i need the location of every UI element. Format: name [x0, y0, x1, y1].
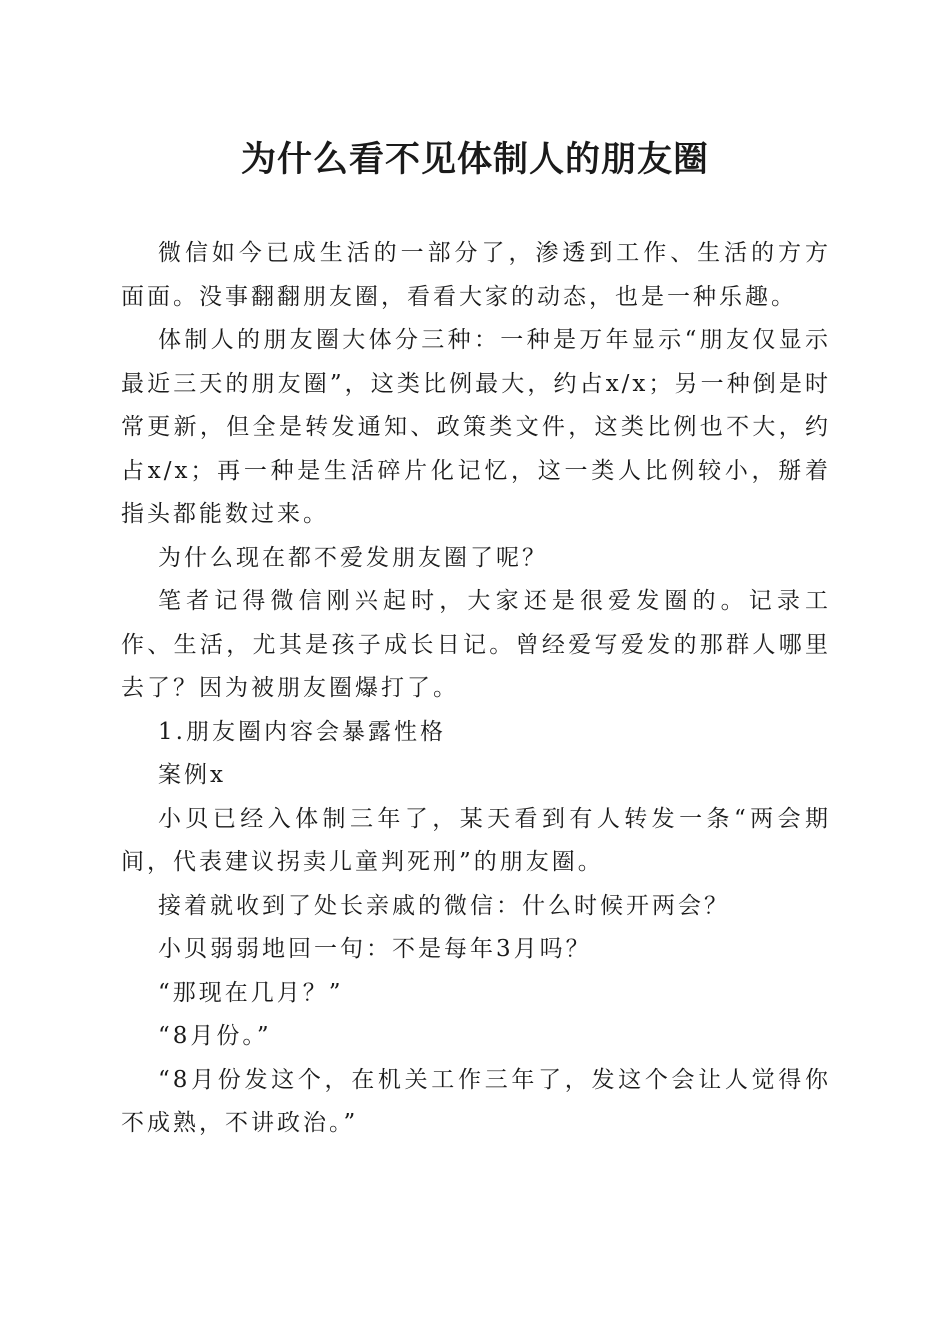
- dialogue-line-3: “8月份发这个，在机关工作三年了，发这个会让人觉得你不成熟，不讲政治。”: [121, 1066, 831, 1136]
- paragraph-intro: 微信如今已成生活的一部分了，渗透到工作、生活的方方面面。没事翻翻朋友圈，看看大家的动态，也是一种乐趣。: [121, 240, 831, 310]
- document-title: 为什么看不见体制人的朋友圈: [240, 139, 709, 180]
- section-heading-1: 1.朋友圈内容会暴露性格: [158, 718, 446, 745]
- paragraph-case-reply: 小贝弱弱地回一句：不是每年3月吗？: [158, 936, 592, 962]
- paragraph-recollection: 笔者记得微信刚兴起时，大家还是很爱发圈的。记录工作、生活，尤其是孩子成长日记。曾经爱写爱发的那群人哪里去了？因为被朋友圈爆打了。: [121, 588, 831, 701]
- paragraph-case-message: 接着就收到了处长亲戚的微信：什么时候开两会？: [158, 892, 730, 919]
- dialogue-line-2: “8月份。”: [158, 1023, 272, 1049]
- paragraph-three-types: 体制人的朋友圈大体分三种：一种是万年显示“朋友仅显示最近三天的朋友圈”，这类比例最大，约占x/x；另一种倒是时常更新，但全是转发通知、政策类文件，这类比例也不大，约占x/x；再一种是生活碎片化记忆，这一类人比例较小，掰着指头都能数过来。: [121, 327, 831, 527]
- dialogue-line-1: “那现在几月？”: [158, 979, 344, 1006]
- paragraph-case-story: 小贝已经入体制三年了，某天看到有人转发一条“两会期间，代表建议拐卖儿童判死刑”的朋友圈。: [121, 805, 831, 875]
- case-label: 案例x: [158, 762, 226, 788]
- document-body: [121, 232, 831, 1146]
- paragraph-question: 为什么现在都不爱发朋友圈了呢？: [158, 544, 548, 571]
